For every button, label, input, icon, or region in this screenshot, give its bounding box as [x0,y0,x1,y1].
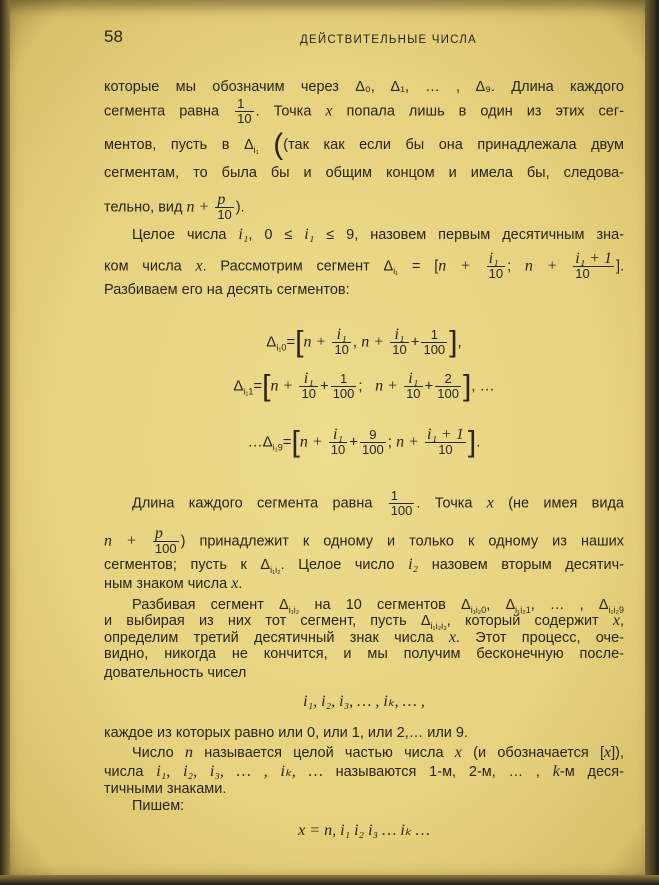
text-line: Разбивая сегмент $\Delta_{i_1i_2}$ на 10 сегментов $\Delta_{i_1i_20}$, $\Delta_{i_1i_21}$, … , $\Delta_{i_1i_29}$ [132,597,625,615]
text-line: Разбиваем его на десять сегментов: [104,282,350,298]
equation-2: $\Delta_{i_11}=[n$ + $\frac{\text{i₁}}{10}$ + $\frac{1}{100}$ ; n + $\frac{\text{i₁}}{10}$ + $\frac{2}{100}$ ], … [233,369,495,403]
equation-1: $\Delta_{i_10}=[n$ + $\frac{\text{i₁}}{10}$ , n + $\frac{\text{i₁}}{10}$ + $\frac{1}{100}$ ], [266,325,462,359]
text-line: числа i₁, i₂, i₃, … , iₖ, … называются 1-м, 2-м, … , k-м деся- [104,763,624,780]
text-line: Целое числа i₁, 0 ≤ i₁ ≤ 9, назовем первым десятичным зна- [132,226,625,243]
text-line: которые мы обозначим через Δ₀, Δ₁, … , Δ₉. Длина каждого [104,79,624,95]
running-title: ДЕЙСТВИТЕЛЬНЫЕ ЧИСЛА [300,34,477,46]
text-line: сегмента равна $\frac{1}{10}$ . Точка x попала лишь в один из этих сег- [104,96,624,126]
text-line: n + $\frac{p}{100}$ ) принадлежит к одному и только к одному из наших [104,525,625,556]
fraction: $\frac{1}{10}$ [237,96,252,126]
text-line: определим третий десятичный знак числа x. Этот процесс, оче- [104,629,624,646]
text-line: тичными знаками. [104,781,227,797]
text-line: тельно, вид n + $\frac{p}{10}$ ). [104,191,245,222]
text-line: и выбирая из них тот сегмент, пусть $\Delta_{i_1i_2i_3}$, который содержит x, [104,612,624,631]
sequence-display: i₁, i₂, i₃, … , iₖ, … , [303,693,425,710]
page-number: 58 [104,27,123,46]
equation-3: $\dots\Delta_{i_19}=[n$ + $\frac{\text{i₁}}{10}$ + $\frac{9}{100}$ ; n + $\frac{\text{i₁ + 1}}{10}$ ]. [247,425,481,459]
text-line: сегментов; пусть к $\Delta_{i_1i_2}$. Целое число i₂ назовем вторым десятич- [104,556,625,575]
scan-edge-bottom [0,875,659,885]
text-line: сегментам, то была бы и общим концом и имела бы, следова- [104,165,624,181]
text-line: Пишем: [132,798,185,814]
text-line: Число n называется целой частью числа x (и обозначается [x]), [132,744,625,761]
scan-edge-left [0,0,10,885]
text-line: видно, никогда не кончится, и мы получим бесконечную после- [104,646,624,662]
text-line: Длина каждого сегмента равна $\frac{1}{100}$ . Точка x (не имея вида [132,488,624,518]
fraction: $\frac{p}{10}$ [217,191,232,222]
text-line: ком числа x. Рассмотрим сегмент $\Delta_{i_1} = [n$ + $\frac{\text{i₁}}{10}$ ; n + $\frac{\text{i₁ + 1}}{10}$ ]. [104,250,625,281]
scan-edge-right [645,0,659,885]
text-line: ментов, пусть в $\Delta_{i_1}$ ((так как если бы она принадлежала двум [104,128,624,162]
decimal-expansion-formula: x = n, i₁ i₂ i₃ … iₖ … [298,822,430,839]
text-line: довательность чисел [104,665,247,681]
text-line: ным знаком числа x. [104,575,243,592]
text-line: каждое из которых равно или 0, или 1, или 2,… или 9. [104,725,469,741]
